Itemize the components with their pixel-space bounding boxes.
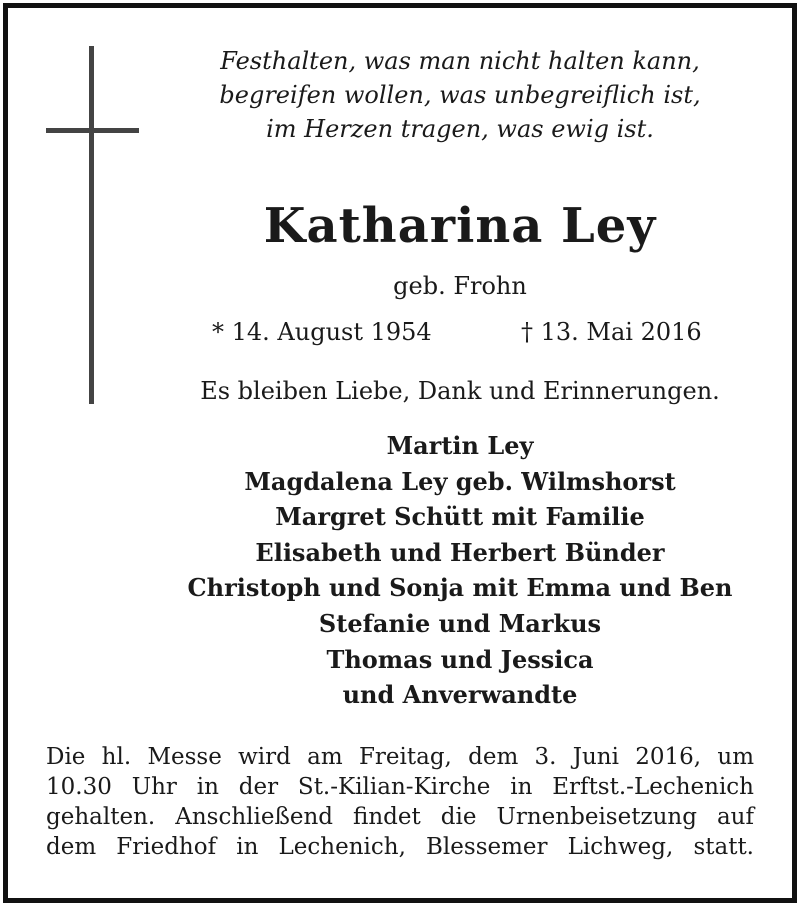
- mourner: Martin Ley: [386, 431, 534, 460]
- mourner: Thomas und Jessica: [326, 644, 594, 674]
- notice-line: dem Friedhof in Lechenich, Blessemer Lichweg, statt.: [46, 834, 754, 860]
- service-notice: [46, 742, 754, 862]
- deceased-name: Katharina Ley: [263, 198, 657, 254]
- poem-line: begreifen wollen, was unbegreiflich ist,: [219, 81, 701, 109]
- mourner: Elisabeth und Herbert Bünder: [255, 537, 665, 567]
- mourner: Stefanie und Markus: [318, 608, 602, 638]
- poem: [160, 44, 760, 146]
- birth-name: geb. Frohn: [393, 272, 527, 300]
- notice-line: 10.30 Uhr in der St.-Kilian-Kirche in Erftst.-Lechenich: [46, 774, 754, 800]
- poem-line: Festhalten, was man nicht halten kann,: [220, 47, 700, 75]
- poem-line: im Herzen tragen, was ewig ist.: [266, 115, 654, 143]
- cross-icon-horizontal-bar: [46, 128, 139, 133]
- closing-line: Es bleiben Liebe, Dank und Erinnerungen.: [200, 377, 720, 405]
- birth-date: * 14. August 1954: [212, 318, 432, 346]
- mourner: Margret Schütt mit Familie: [275, 502, 645, 532]
- death-date: † 13. Mai 2016: [521, 318, 702, 346]
- mourner: Magdalena Ley geb. Wilmshorst: [244, 466, 676, 496]
- mourner: Christoph und Sonja mit Emma und Ben: [187, 573, 733, 603]
- mourner: und Anverwandte: [342, 680, 578, 710]
- cross-icon-vertical-bar: [89, 46, 94, 404]
- mourners-list: [160, 428, 760, 713]
- notice-line: Die hl. Messe wird am Freitag, dem 3. Juni 2016, um: [46, 744, 754, 770]
- notice-line: gehalten. Anschließend findet die Urnenbeisetzung auf: [46, 804, 754, 830]
